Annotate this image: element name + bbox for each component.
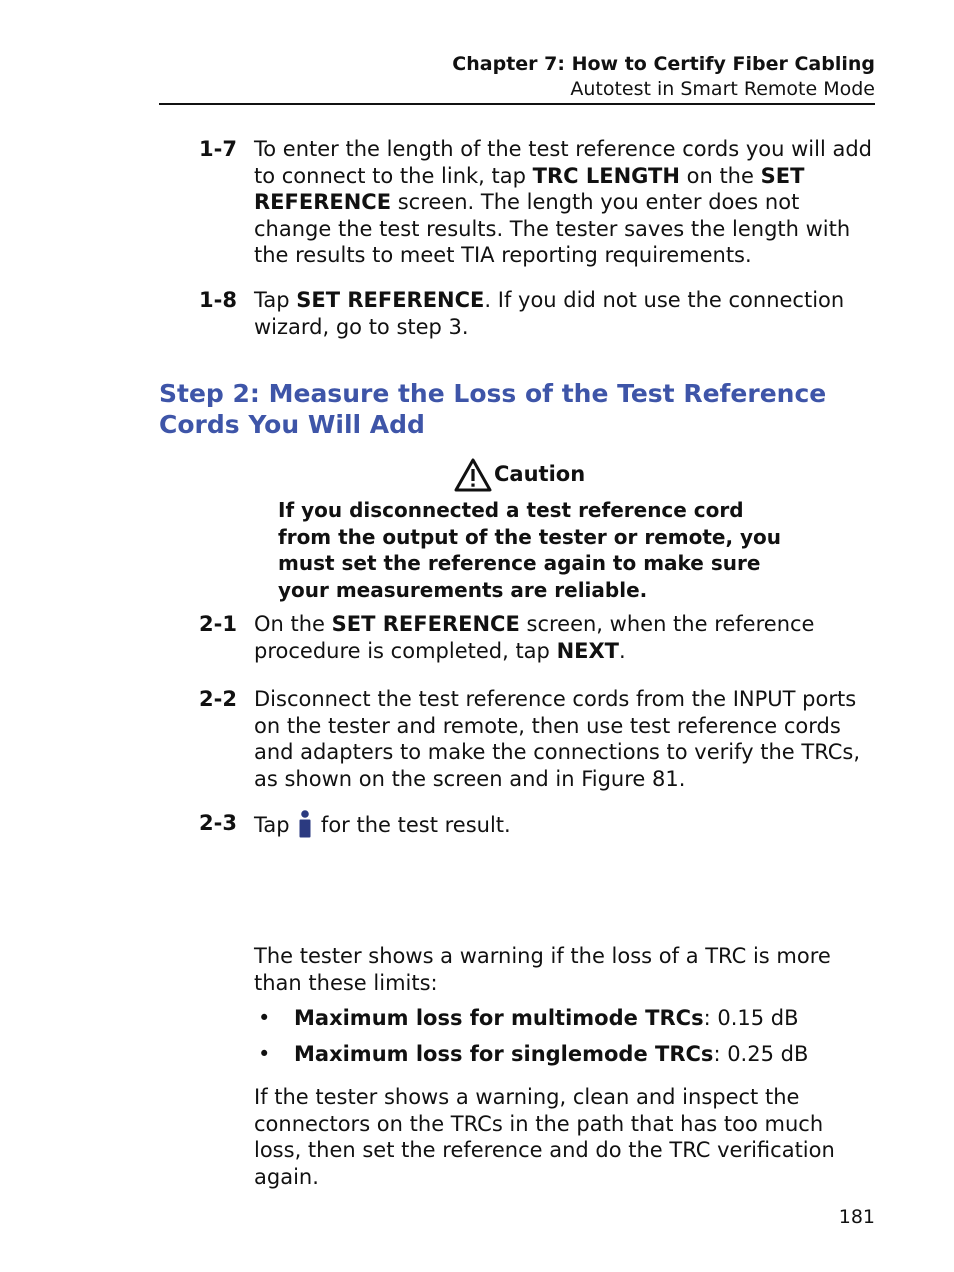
step-2-3 [199,810,875,840]
final-paragraph: If the tester shows a warning, clean and inspect the connectors on the TRCs in the path that has too much loss, then set the reference and do the TRC verification again. [254,1085,835,1189]
running-header [159,52,875,102]
warning-paragraph: The tester shows a warning if the loss of a TRC is more than these limits: [254,944,831,995]
bullet-item: • Maximum loss for multimode TRCs: 0.15 dB [258,1006,799,1030]
header-rule [159,103,875,105]
step-number: 1-7 [199,137,237,161]
ui-term: SET REFERENCE [254,163,805,214]
step-number: 2-3 [199,811,237,835]
chapter-title: Chapter 7: How to Certify Fiber Cabling [452,53,875,75]
step-2-2 [199,686,875,792]
bullet-marker: • [258,1042,271,1066]
caution-label: Caution [494,462,586,486]
page-number: 181 [838,1206,875,1228]
step-number: 1-8 [199,288,237,312]
info-person-icon [298,810,312,838]
section-heading: Step 2: Measure the Loss of the Test Reference Cords You Will Add [159,379,827,439]
ui-term: TRC LENGTH [532,163,680,188]
ui-term: SET REFERENCE [331,612,520,636]
step-number: 2-1 [199,612,237,636]
step-text: Tap for the test result. [254,810,875,840]
step-number: 2-2 [199,687,237,711]
bullet-marker: • [258,1006,271,1030]
step-text: On the SET REFERENCE screen, when the reference procedure is completed, tap NEXT. [254,612,815,663]
section-title: Autotest in Smart Remote Mode [570,78,875,100]
bullet-item: • Maximum loss for singlemode TRCs: 0.25 dB [258,1042,809,1066]
step-text: To enter the length of the test reference cords you will add to connect to the link, tap TRC LENGTH on the SET REFERENCE screen. The length you enter does not change the test results. The tester saves the length with the results to meet TIA reporting requirements. [254,137,872,267]
step-2-1 [199,611,875,664]
step-text: Tap SET REFERENCE. If you did not use the connection wizard, go to step 3. [254,288,845,339]
ui-term: NEXT [556,638,619,663]
step-1-8 [199,287,875,340]
caution-text: If you disconnected a test reference cord from the output of the tester or remote, you must set the reference again to make sure your measurements are reliable. [278,498,782,602]
ui-term: SET REFERENCE [296,288,485,312]
step-text: Disconnect the test reference cords from the INPUT ports on the tester and remote, then use test reference cords and adapters to make the connections to verify the TRCs, as shown on the screen and in Figure 81. [254,687,861,791]
step-1-7 [199,136,875,269]
warning-triangle-icon [454,458,492,492]
